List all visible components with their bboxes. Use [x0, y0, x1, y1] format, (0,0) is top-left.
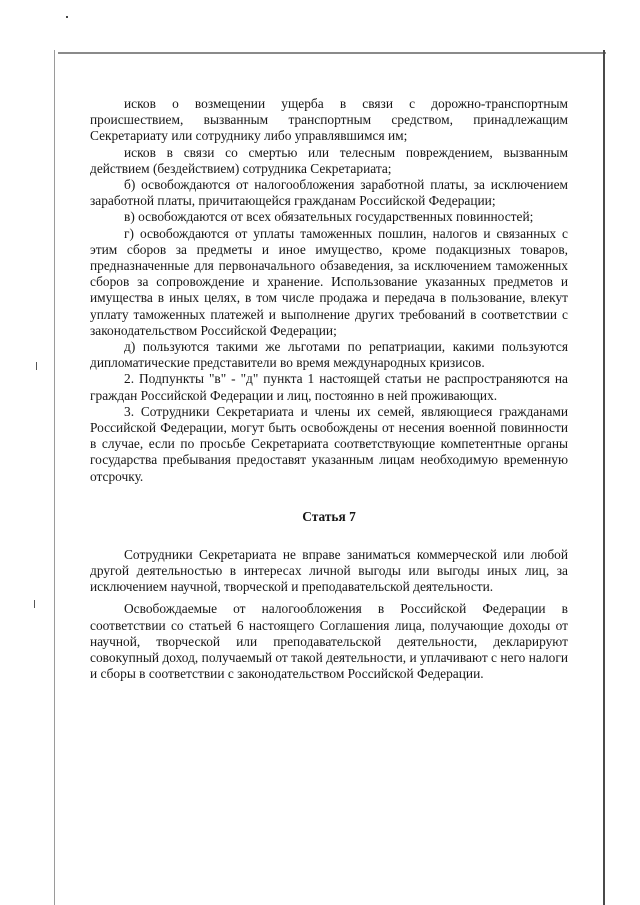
scan-speck	[66, 16, 68, 18]
scan-mark	[36, 362, 41, 370]
paragraph: г) освобождаются от уплаты таможенных пошлин, налогов и связанных с этим сборов за предметы и иное имущество, кроме подакцизных товаров, предназначенные для первоначального обзаведения, за исключением таможенных сборов за сопровождение и хранение. Использование указанных предметов и имущества в иных целях, в том числе продажа и передача в пользование, влекут уплату таможенных платежей и выполнение других требований в соответствии с законодательством Российской Федерации;	[90, 225, 568, 338]
paragraph: 2. Подпункты "в" - "д" пункта 1 настоящей статьи не распространяются на граждан Российской Федерации и лиц, постоянно в ней проживающих.	[90, 371, 568, 403]
document-page	[90, 96, 568, 683]
paragraph: б) освобождаются от налогообложения заработной платы, за исключением заработной платы, причитающейся гражданам Российской Федерации;	[90, 177, 568, 209]
paragraph: 3. Сотрудники Секретариата и члены их семей, являющиеся гражданами Российской Федерации, могут быть освобождены от несения военной повинности в случае, если по просьбе Секретариата соответствующие компетентные органы государства пребывания предоставят указанным лицам необходимую временную отсрочку.	[90, 403, 568, 484]
scan-page-edge-left	[54, 50, 55, 905]
scan-page-edge-top	[58, 52, 606, 54]
paragraph: в) освобождаются от всех обязательных государственных повинностей;	[124, 209, 534, 225]
article-heading: Статья 7	[302, 508, 356, 524]
paragraph: исков в связи со смертью или телесным повреждением, вызванным действием (бездействием) сотрудника Секретариата;	[90, 144, 568, 176]
paragraph: исков о возмещении ущерба в связи с дорожно-транспортным происшествием, вызванным транспортным средством, принадлежащим Секретариату или сотруднику либо управлявшимся им;	[90, 96, 568, 144]
paragraph: Освобождаемые от налогообложения в Российской Федерации в соответствии со статьей 6 настоящего Соглашения лица, получающие доходы от научной, творческой или преподавательской деятельности, декларируют совокупный доход, получаемый от такой деятельности, и уплачивают с него налоги и сборы в соответствии с законодательством Российской Федерации.	[90, 601, 568, 682]
scan-mark	[34, 600, 39, 608]
paragraph: д) пользуются такими же льготами по репатриации, какими пользуются дипломатические представители во время международных кризисов.	[90, 339, 568, 371]
scan-page-edge-right	[603, 50, 605, 905]
paragraph: Сотрудники Секретариата не вправе заниматься коммерческой или любой другой деятельностью в интересах личной выгоды или выгоды иных лиц, за исключением научной, творческой и преподавательской деятельности.	[90, 546, 568, 595]
